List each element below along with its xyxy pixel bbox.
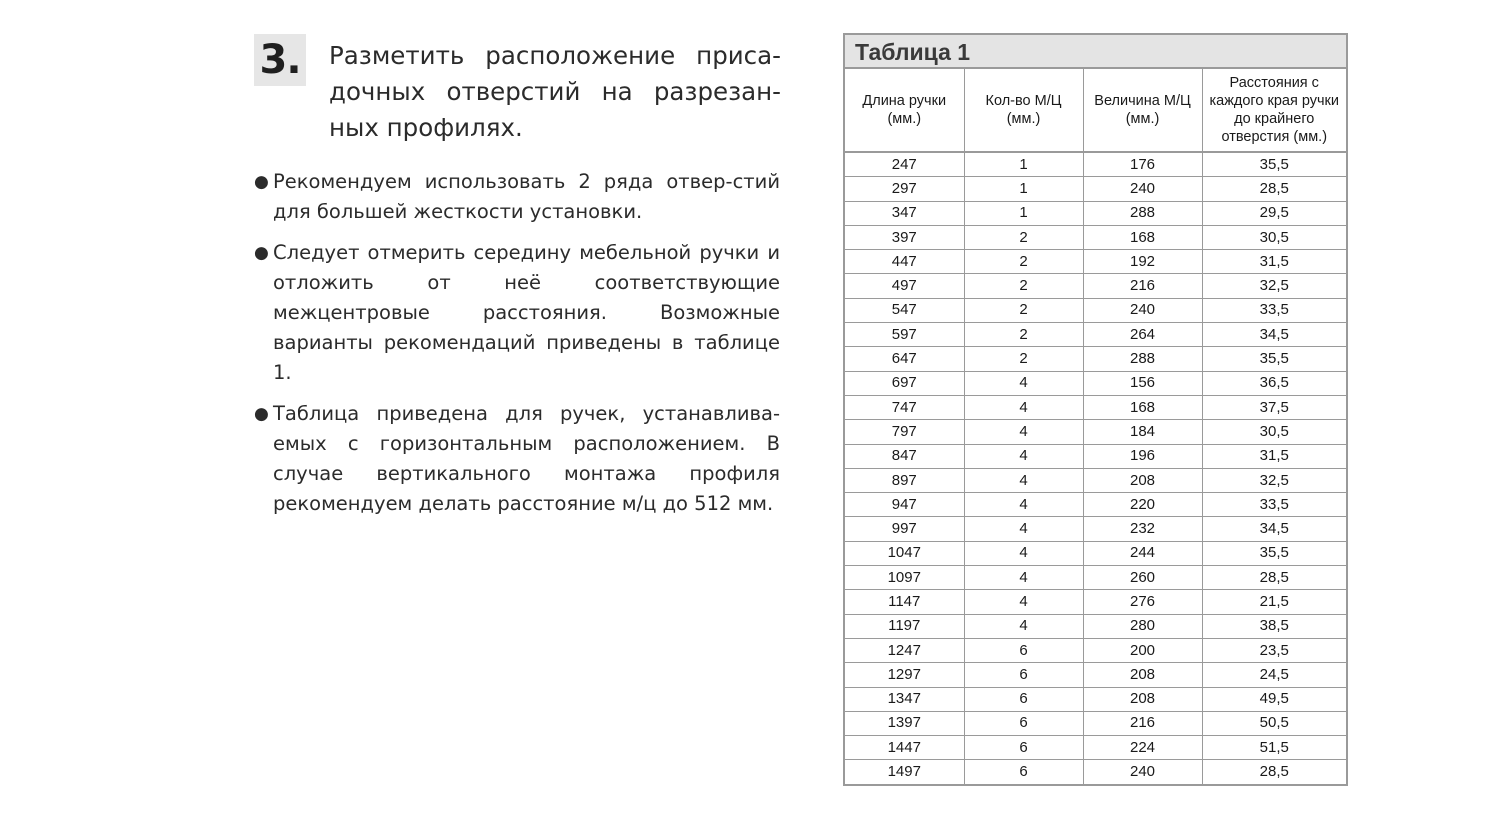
- cell-center-distance: 200: [1083, 638, 1202, 662]
- cell-handle-length: 497: [845, 274, 964, 298]
- table-row: [845, 468, 1346, 492]
- cell-center-distance: 192: [1083, 250, 1202, 274]
- cell-edge-distance: 38,5: [1202, 614, 1346, 638]
- table-row: [845, 323, 1346, 347]
- cell-hole-count: 2: [964, 250, 1083, 274]
- table-row: [845, 152, 1346, 177]
- cell-center-distance: 224: [1083, 736, 1202, 760]
- cell-hole-count: 1: [964, 152, 1083, 177]
- data-table: [845, 69, 1346, 784]
- cell-handle-length: 397: [845, 225, 964, 249]
- cell-handle-length: 1297: [845, 663, 964, 687]
- bullet-item: [254, 238, 780, 388]
- cell-center-distance: 240: [1083, 760, 1202, 784]
- cell-hole-count: 6: [964, 736, 1083, 760]
- table-title: Таблица 1: [845, 35, 1346, 69]
- cell-handle-length: 747: [845, 395, 964, 419]
- cell-center-distance: 156: [1083, 371, 1202, 395]
- cell-edge-distance: 51,5: [1202, 736, 1346, 760]
- bullet-dot-icon: ●: [254, 404, 269, 424]
- cell-edge-distance: 28,5: [1202, 566, 1346, 590]
- cell-handle-length: 447: [845, 250, 964, 274]
- table-row: [845, 274, 1346, 298]
- cell-edge-distance: 35,5: [1202, 152, 1346, 177]
- table-row: [845, 493, 1346, 517]
- cell-center-distance: 196: [1083, 444, 1202, 468]
- cell-handle-length: 897: [845, 468, 964, 492]
- bullet-text: Следует отмерить середину мебельной ручки и отложить от неё соответствующие межцентровые расстояния. Возможные варианты рекомендаций приведены в таблице 1.: [273, 241, 780, 384]
- cell-hole-count: 6: [964, 760, 1083, 784]
- cell-handle-length: 1097: [845, 566, 964, 590]
- table-row: [845, 614, 1346, 638]
- cell-hole-count: 2: [964, 225, 1083, 249]
- cell-hole-count: 4: [964, 468, 1083, 492]
- cell-edge-distance: 30,5: [1202, 420, 1346, 444]
- cell-center-distance: 240: [1083, 298, 1202, 322]
- cell-hole-count: 4: [964, 444, 1083, 468]
- cell-hole-count: 2: [964, 298, 1083, 322]
- cell-center-distance: 276: [1083, 590, 1202, 614]
- step-number: 3.: [254, 34, 306, 86]
- cell-center-distance: 244: [1083, 541, 1202, 565]
- cell-edge-distance: 32,5: [1202, 274, 1346, 298]
- cell-hole-count: 2: [964, 347, 1083, 371]
- cell-hole-count: 2: [964, 274, 1083, 298]
- cell-center-distance: 184: [1083, 420, 1202, 444]
- cell-hole-count: 4: [964, 493, 1083, 517]
- cell-edge-distance: 31,5: [1202, 444, 1346, 468]
- cell-hole-count: 4: [964, 590, 1083, 614]
- cell-edge-distance: 37,5: [1202, 395, 1346, 419]
- table-row: [845, 541, 1346, 565]
- cell-handle-length: 1447: [845, 736, 964, 760]
- table-header-row: [845, 69, 1346, 152]
- cell-hole-count: 1: [964, 201, 1083, 225]
- cell-handle-length: 697: [845, 371, 964, 395]
- table-row: [845, 201, 1346, 225]
- cell-edge-distance: 50,5: [1202, 711, 1346, 735]
- cell-hole-count: 4: [964, 420, 1083, 444]
- cell-handle-length: 997: [845, 517, 964, 541]
- table-row: [845, 687, 1346, 711]
- cell-handle-length: 797: [845, 420, 964, 444]
- cell-hole-count: 4: [964, 371, 1083, 395]
- cell-handle-length: 1347: [845, 687, 964, 711]
- cell-edge-distance: 33,5: [1202, 493, 1346, 517]
- cell-edge-distance: 34,5: [1202, 323, 1346, 347]
- cell-handle-length: 247: [845, 152, 964, 177]
- bullet-text: Таблица приведена для ручек, устанавлива-емых с горизонтальным расположением. В случае вертикального монтажа профиля рекомендуем делать расстояние м/ц до 512 мм.: [273, 402, 780, 515]
- table-row: [845, 250, 1346, 274]
- table-row: [845, 711, 1346, 735]
- cell-center-distance: 288: [1083, 347, 1202, 371]
- cell-handle-length: 847: [845, 444, 964, 468]
- cell-hole-count: 4: [964, 541, 1083, 565]
- table-row: [845, 663, 1346, 687]
- cell-center-distance: 280: [1083, 614, 1202, 638]
- cell-handle-length: 297: [845, 177, 964, 201]
- bullet-text: Рекомендуем использовать 2 ряда отвер-стий для большей жесткости установки.: [273, 170, 780, 223]
- table-row: [845, 517, 1346, 541]
- cell-handle-length: 547: [845, 298, 964, 322]
- cell-hole-count: 6: [964, 638, 1083, 662]
- cell-edge-distance: 29,5: [1202, 201, 1346, 225]
- cell-edge-distance: 34,5: [1202, 517, 1346, 541]
- cell-edge-distance: 24,5: [1202, 663, 1346, 687]
- table-row: [845, 444, 1346, 468]
- table-row: [845, 347, 1346, 371]
- table-row: [845, 420, 1346, 444]
- cell-hole-count: 4: [964, 395, 1083, 419]
- cell-edge-distance: 21,5: [1202, 590, 1346, 614]
- cell-handle-length: 647: [845, 347, 964, 371]
- cell-handle-length: 1047: [845, 541, 964, 565]
- step-title: Разметить расположение приса-дочных отверстий на разрезан-ных профилях.: [329, 41, 781, 142]
- cell-center-distance: 288: [1083, 201, 1202, 225]
- cell-handle-length: 1247: [845, 638, 964, 662]
- cell-center-distance: 176: [1083, 152, 1202, 177]
- table-row: [845, 736, 1346, 760]
- cell-center-distance: 216: [1083, 711, 1202, 735]
- bullet-dot-icon: ●: [254, 243, 269, 263]
- cell-edge-distance: 23,5: [1202, 638, 1346, 662]
- cell-center-distance: 208: [1083, 468, 1202, 492]
- table-row: [845, 395, 1346, 419]
- cell-center-distance: 168: [1083, 225, 1202, 249]
- header-center-distance: Величина М/Ц (мм.): [1083, 69, 1202, 152]
- cell-center-distance: 220: [1083, 493, 1202, 517]
- cell-edge-distance: 32,5: [1202, 468, 1346, 492]
- cell-edge-distance: 36,5: [1202, 371, 1346, 395]
- table-row: [845, 638, 1346, 662]
- header-handle-length: Длина ручки (мм.): [845, 69, 964, 152]
- cell-hole-count: 1: [964, 177, 1083, 201]
- cell-handle-length: 1147: [845, 590, 964, 614]
- table-row: [845, 590, 1346, 614]
- bullet-item: [254, 167, 780, 227]
- cell-edge-distance: 49,5: [1202, 687, 1346, 711]
- cell-hole-count: 6: [964, 711, 1083, 735]
- header-edge-distance: Расстояния с каждого края ручки до крайнего отверстия (мм.): [1202, 69, 1346, 152]
- cell-hole-count: 4: [964, 566, 1083, 590]
- cell-handle-length: 1497: [845, 760, 964, 784]
- cell-hole-count: 6: [964, 663, 1083, 687]
- cell-handle-length: 947: [845, 493, 964, 517]
- cell-edge-distance: 28,5: [1202, 760, 1346, 784]
- cell-handle-length: 597: [845, 323, 964, 347]
- table-row: [845, 566, 1346, 590]
- cell-handle-length: 1397: [845, 711, 964, 735]
- cell-edge-distance: 33,5: [1202, 298, 1346, 322]
- cell-hole-count: 4: [964, 614, 1083, 638]
- cell-edge-distance: 35,5: [1202, 541, 1346, 565]
- cell-center-distance: 240: [1083, 177, 1202, 201]
- cell-edge-distance: 31,5: [1202, 250, 1346, 274]
- cell-center-distance: 208: [1083, 687, 1202, 711]
- cell-handle-length: 1197: [845, 614, 964, 638]
- table-body: [845, 152, 1346, 784]
- cell-hole-count: 2: [964, 323, 1083, 347]
- cell-center-distance: 264: [1083, 323, 1202, 347]
- cell-center-distance: 168: [1083, 395, 1202, 419]
- header-hole-count: Кол-во М/Ц (мм.): [964, 69, 1083, 152]
- table-row: [845, 760, 1346, 784]
- cell-edge-distance: 28,5: [1202, 177, 1346, 201]
- cell-edge-distance: 30,5: [1202, 225, 1346, 249]
- bullet-item: [254, 399, 780, 519]
- cell-center-distance: 260: [1083, 566, 1202, 590]
- cell-center-distance: 208: [1083, 663, 1202, 687]
- cell-center-distance: 216: [1083, 274, 1202, 298]
- bullet-dot-icon: ●: [254, 172, 269, 192]
- cell-hole-count: 4: [964, 517, 1083, 541]
- bullet-list: [254, 167, 780, 530]
- table-row: [845, 177, 1346, 201]
- table-row: [845, 225, 1346, 249]
- table-row: [845, 298, 1346, 322]
- cell-center-distance: 232: [1083, 517, 1202, 541]
- cell-hole-count: 6: [964, 687, 1083, 711]
- table-row: [845, 371, 1346, 395]
- cell-edge-distance: 35,5: [1202, 347, 1346, 371]
- handle-table: [843, 33, 1348, 786]
- cell-handle-length: 347: [845, 201, 964, 225]
